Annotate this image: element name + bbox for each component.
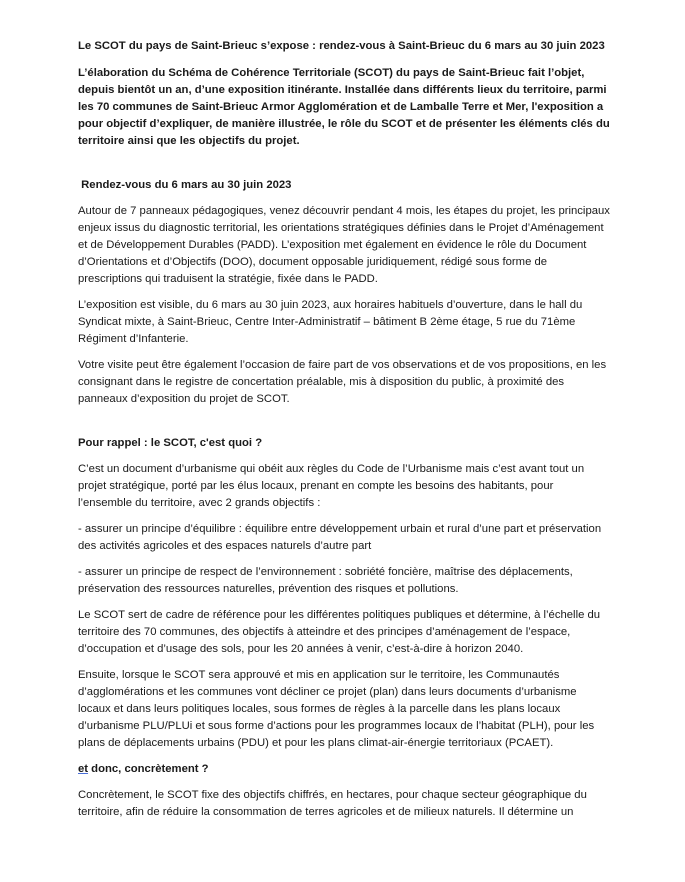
rdv-paragraph-2: L’exposition est visible, du 6 mars au 30 juin 2023, aux horaires habituels d’ouverture, dans le hall du Syndicat mixte, à Saint-Brieuc, Centre Inter-Administratif – bâtiment B 2ème étage, 5 rue du 71ème Régiment d’Infanterie. — [78, 299, 583, 345]
rdv-paragraph-1: Autour de 7 panneaux pédagogiques, venez découvrir pendant 4 mois, les étapes du projet, les principaux enjeux issus du diagnostic territorial, les orientations stratégiques définies dans le Projet d’Aménagement et de Développement Durables (PADD). L’exposition met également en évidence le rôle du Document d’Orientations et d’Objectifs (DOO), document opposable juridiquement, rédigé sous forme de prescriptions qui traduisent la stratégie, fixée dans le PADD. — [78, 205, 610, 285]
concret-heading — [78, 761, 610, 778]
rappel-bullet-equilibre: - assurer un principe d’équilibre : équilibre entre développement urbain et rural d’une part et préservation des activités agricoles et des espaces naturels d’autre part — [78, 523, 602, 552]
rappel-bullet-environnement: - assurer un principe de respect de l’environnement : sobriété foncière, maîtrise des déplacements, préservation des ressources naturelles, prévention des risques et pollutions. — [78, 566, 573, 595]
rdv-paragraph-3: Votre visite peut être également l’occasion de faire part de vos observations et de vos propositions, en les consignant dans le registre de concertation préalable, mis à disposition du public, à proximité des panneaux d’exposition du projet de SCOT. — [78, 359, 607, 405]
rappel-heading: Pour rappel : le SCOT, c'est quoi ? — [78, 437, 263, 449]
document-body — [78, 38, 610, 821]
concret-heading-rest: donc, concrètement ? — [88, 763, 209, 775]
rdv-heading: Rendez-vous du 6 mars au 30 juin 2023 — [78, 179, 292, 191]
rappel-paragraph-1: C’est un document d’urbanisme qui obéit aux règles du Code de l’Urbanisme mais c’est avant tout un projet stratégique, porté par les élus locaux, prenant en compte les besoins des habitants, pour l’ensemble du territoire, avec 2 grands objectifs : — [78, 463, 585, 509]
rappel-paragraph-cadre: Le SCOT sert de cadre de référence pour les différentes politiques publiques et détermine, à l’échelle du territoire des 70 communes, des objectifs à atteindre et des principes d’aménagement de l’espace, d’occupation et d’usage des sols, pour les 20 années à venir, c’est-à-dire à horizon 2040. — [78, 609, 601, 655]
concret-paragraph: Concrètement, le SCOT fixe des objectifs chiffrés, en hectares, pour chaque secteur géographique du territoire, afin de réduire la consommation de terres agricoles et de milieux naturels. Il détermine un — [78, 789, 587, 818]
rappel-paragraph-ensuite: Ensuite, lorsque le SCOT sera approuvé et mis en application sur le territoire, les Communautés d’agglomérations et les communes vont décliner ce projet (plan) dans leurs documents d’urbanisme locaux et dans leurs politiques locales, sous formes de règles à la parcelle dans les plans locaux d’urbanisme PLU/PLUi et sous forme d’actions pour les programmes locaux de l’habitat (PLH), pour les plans de déplacements urbains (PDU) et pour les plans climat-air-énergie territoriaux (PCAET). — [78, 669, 595, 749]
concret-heading-first-word: et — [78, 763, 89, 775]
intro-paragraph: L’élaboration du Schéma de Cohérence Territoriale (SCOT) du pays de Saint-Brieuc fait l’objet, depuis bientôt un an, d’une exposition itinérante. Installée dans différents lieux du territoire, parmi les 70 communes de Saint-Brieuc Armor Agglomération et de Lamballe Terre et Mer, l'exposition a pour objectif d’expliquer, de manière illustrée, le rôle du SCOT et de présenter les éléments clés du territoire ainsi que les objectifs du projet. — [78, 67, 610, 147]
document-title: Le SCOT du pays de Saint-Brieuc s’expose : rendez-vous à Saint-Brieuc du 6 mars au 30 juin 2023 — [78, 40, 605, 52]
